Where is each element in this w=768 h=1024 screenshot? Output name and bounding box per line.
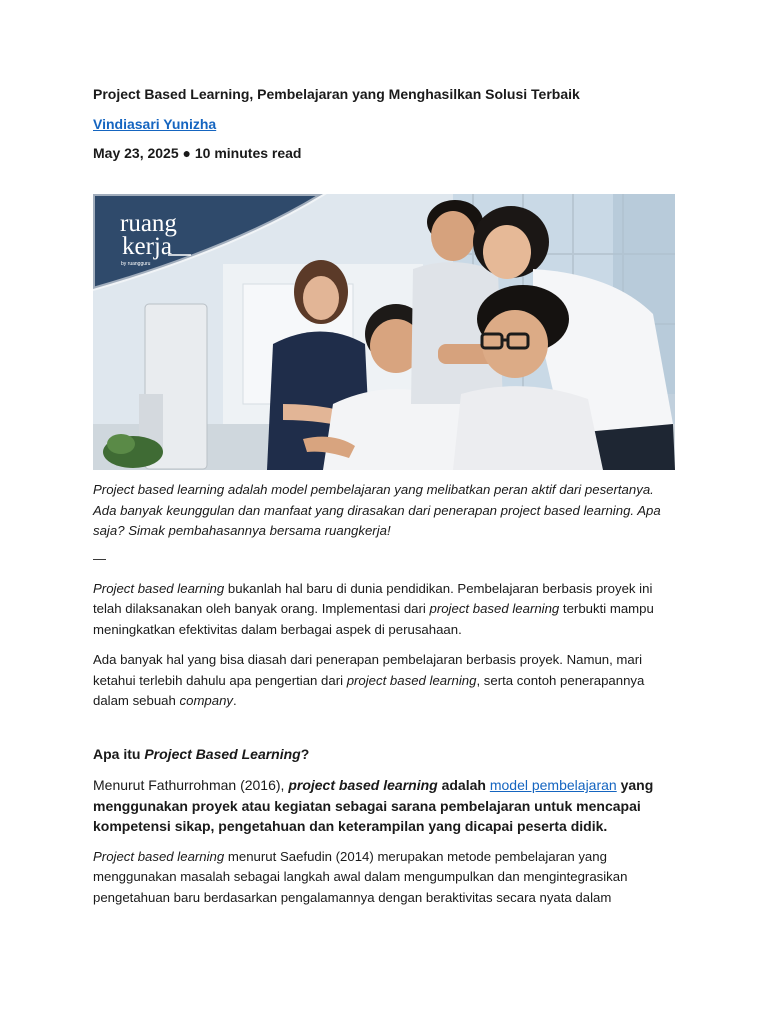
- publish-date: May 23, 2025: [93, 145, 179, 161]
- article-title: Project Based Learning, Pembelajaran yang Menghasilkan Solusi Terbaik: [93, 86, 580, 102]
- term-company: company: [179, 693, 234, 708]
- para2-text-mid: , serta contoh penerapannya dalam sebuah: [93, 672, 645, 708]
- paragraph-2: [93, 650, 675, 712]
- term-pbl: Project based learning: [93, 580, 225, 596]
- para1-text: bukanlah hal baru di dunia pendidikan. Pembelajaran berbasis proyek ini telah dilaksanakan oleh banyak orang. Implementasi dari: [93, 580, 653, 616]
- term-pbl: Project based learning: [93, 848, 225, 864]
- meta-separator-bullet: ●: [182, 145, 191, 161]
- term-pbl: project based learning: [346, 672, 477, 688]
- article-meta: [93, 143, 675, 163]
- brand-logo-sub: by ruangguru: [121, 261, 151, 267]
- section-heading: [93, 744, 675, 764]
- para3-definition: yang menggunakan proyek atau kegiatan sebagai sarana pembelajaran untuk mencapai kompetensi sikap, pengetahuan dan keterampilan yang dicapai peserta didik.: [93, 777, 654, 835]
- para3-adalah: adalah: [437, 777, 490, 794]
- term-pbl: project based learning: [288, 777, 438, 794]
- term-pbl: project based learning: [429, 601, 560, 616]
- brand-logo-line1: ruang: [120, 210, 177, 237]
- heading-term: Project Based Learning: [144, 745, 301, 762]
- author-link[interactable]: Vindiasari Yunizha: [93, 116, 217, 132]
- para3-citation: Menurut Fathurrohman (2016),: [93, 777, 289, 794]
- intro-paragraph: Project based learning adalah model pembelajaran yang melibatkan peran aktif dari pesertanya. Ada banyak keunggulan dan manfaat yang dirasakan dari penerapan project based learning. Apa saja? Simak pembahasannya bersama ruangkerja!: [93, 482, 661, 538]
- hero-image: [93, 194, 675, 470]
- para4-text: menurut Saefudin (2014) merupakan metode pembelajaran yang menggunakan masalah sebagai langkah awal dalam mengumpulkan dan mengintegrasikan pengetahuan baru berdasarkan pengalamannya dengan beraktivitas secara nyata dalam: [93, 848, 628, 905]
- section-separator: —: [93, 550, 106, 566]
- model-pembelajaran-link[interactable]: model pembelajaran: [489, 777, 617, 794]
- brand-logo-line2: kerja: [122, 233, 172, 260]
- paragraph-4: [93, 847, 675, 909]
- article: [93, 84, 675, 908]
- para2-text-end: .: [233, 693, 237, 708]
- heading-prefix: Apa itu: [93, 745, 145, 762]
- read-time: 10 minutes read: [194, 145, 302, 161]
- paragraph-3: [93, 775, 675, 837]
- heading-suffix: ?: [300, 745, 310, 762]
- para2-text: Ada banyak hal yang bisa diasah dari penerapan pembelajaran berbasis proyek. Namun, mari ketahui terlebih dahulu apa pengertian dari: [93, 652, 643, 688]
- hero-photo: [93, 194, 675, 470]
- para1-text-end: terbukti mampu meningkatkan efektivitas dalam berbagai aspek di perusahaan.: [93, 601, 654, 637]
- paragraph-1: [93, 579, 675, 641]
